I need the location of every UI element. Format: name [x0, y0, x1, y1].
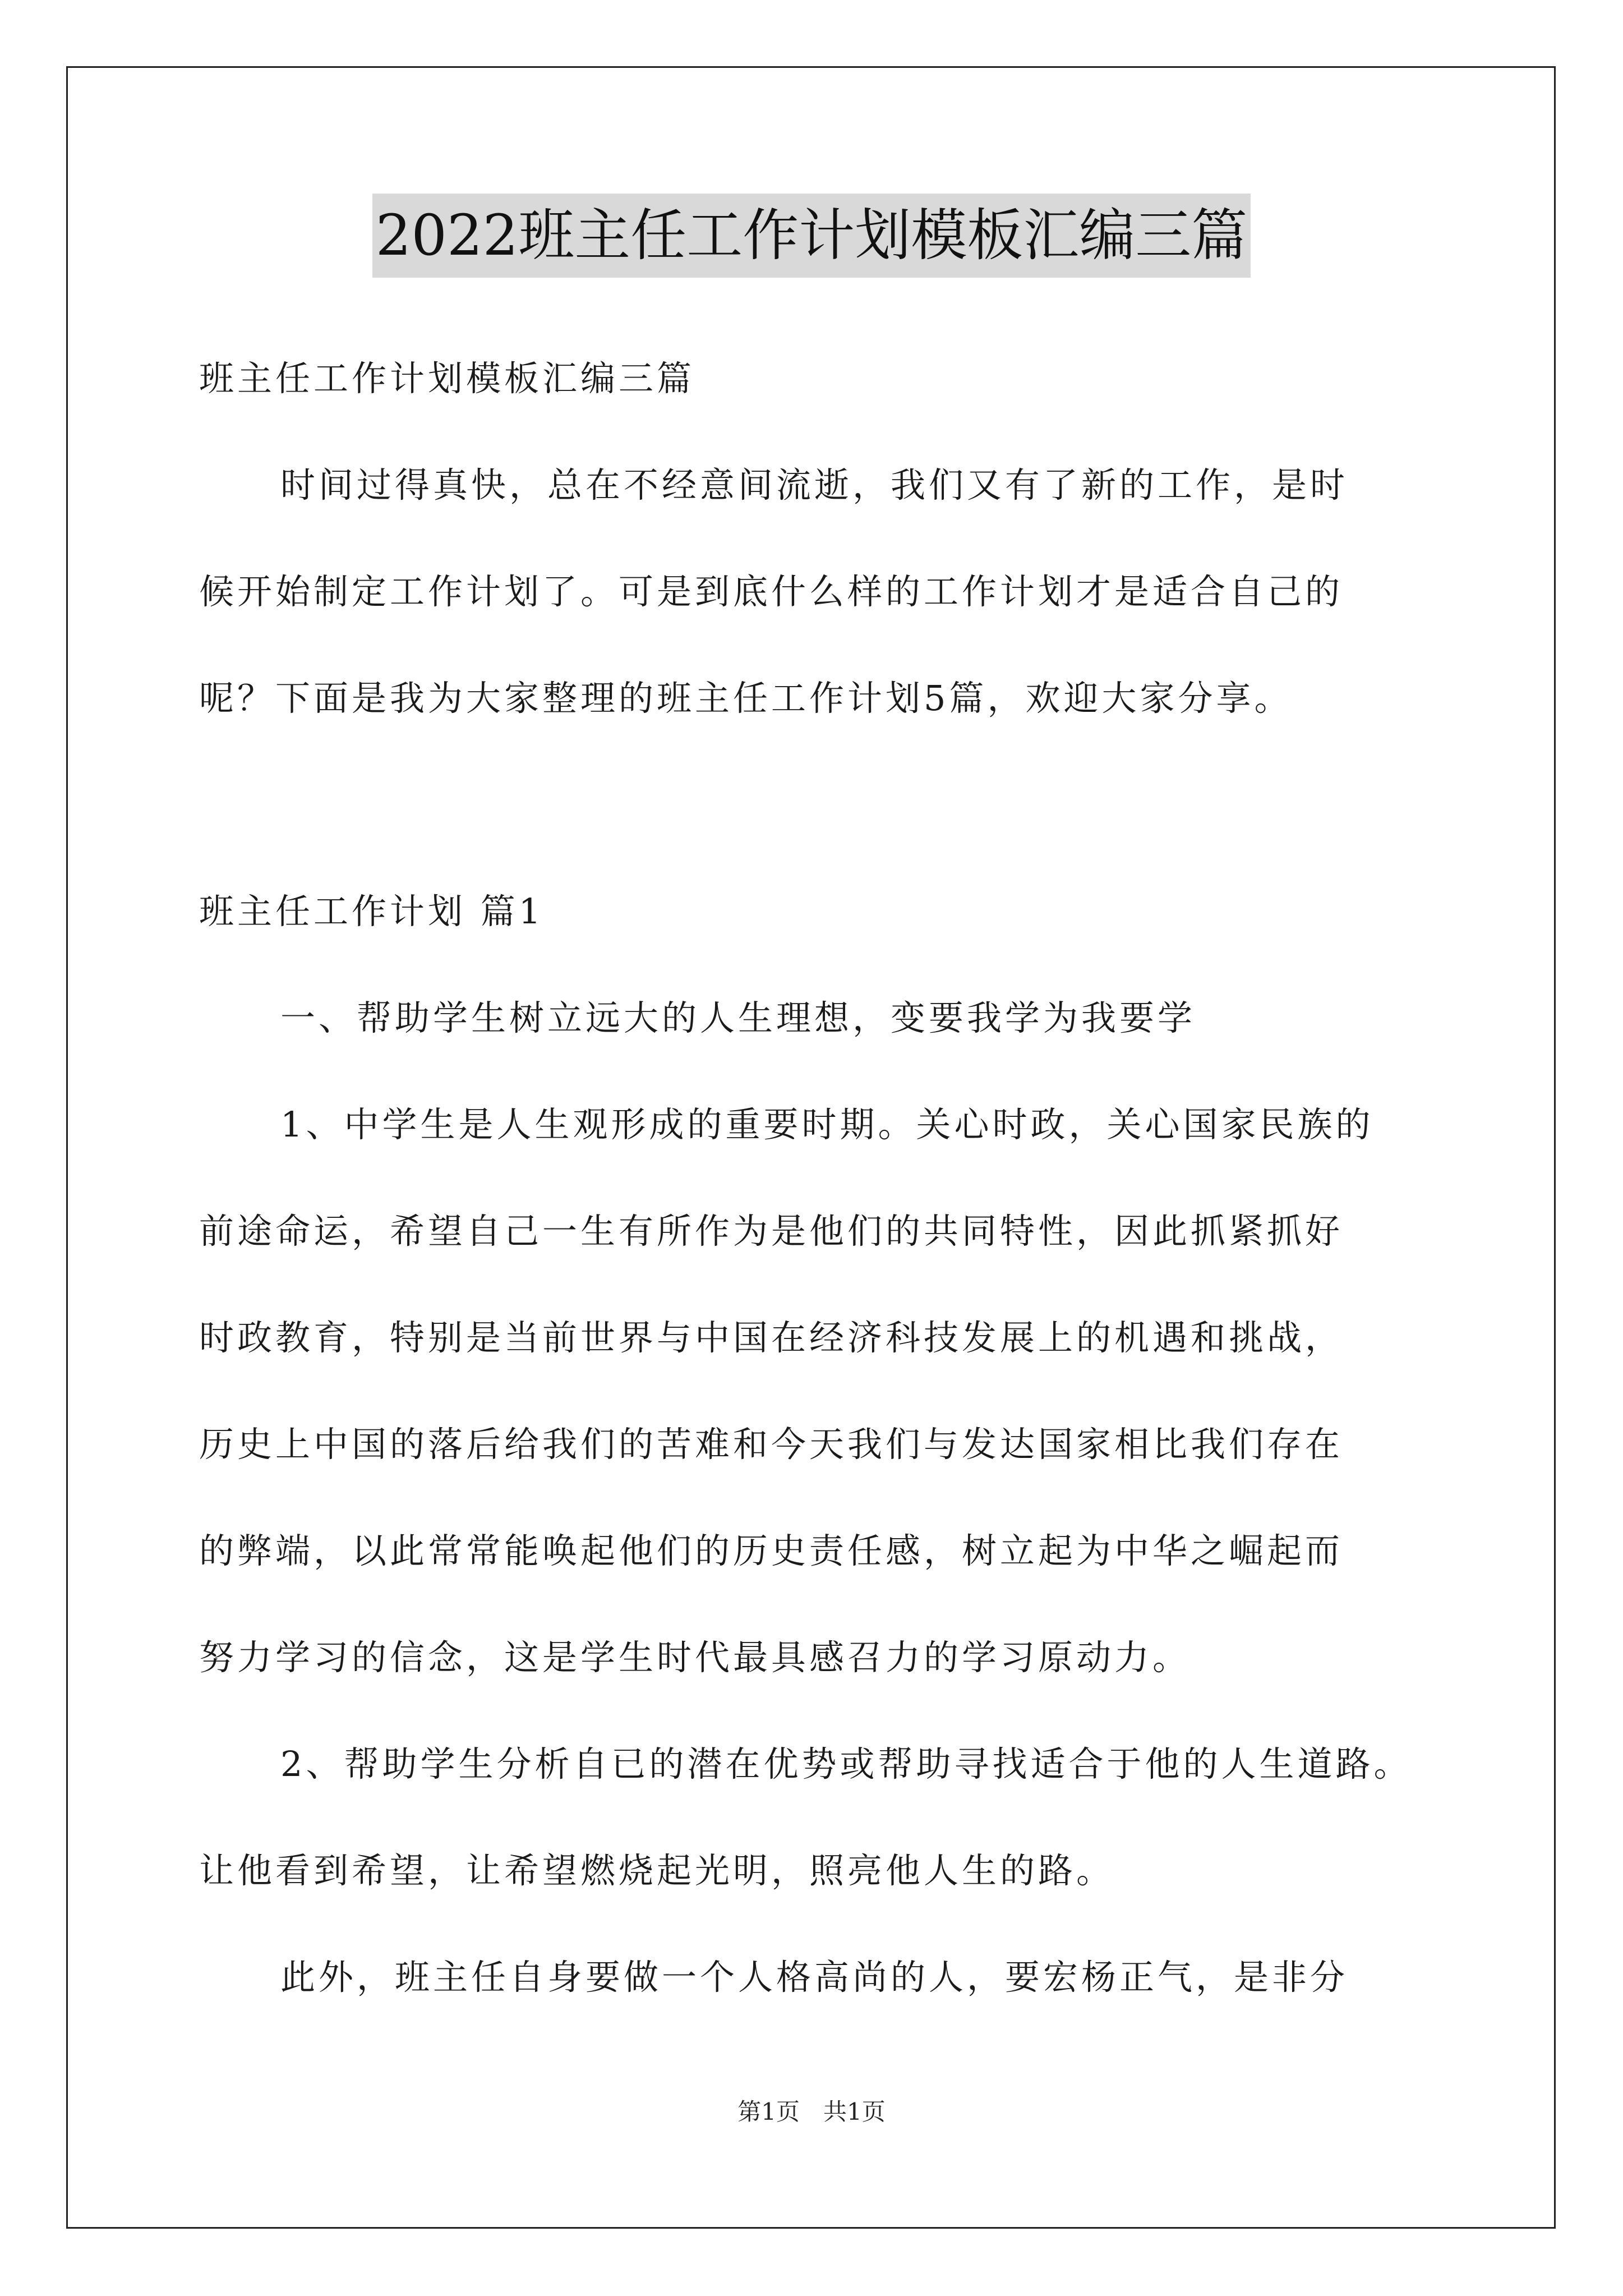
- paragraph-line: 此外，班主任自身要做一个人格高尚的人，要宏杨正气，是非分: [280, 1957, 1349, 1998]
- title-container: [0, 194, 1623, 278]
- paragraph-line: 2、帮助学生分析自已的潜在优势或帮助寻找适合于他的人生道路。: [280, 1743, 1412, 1784]
- paragraph-line: 时间过得真快，总在不经意间流逝，我们又有了新的工作，是时: [280, 464, 1349, 505]
- paragraph-line: 历史上中国的落后给我们的苦难和今天我们与发达国家相比我们存在: [199, 1424, 1344, 1465]
- paragraph-line: 候开始制定工作计划了。可是到底什么样的工作计划才是适合自己的: [199, 571, 1344, 612]
- paragraph-line: 呢？下面是我为大家整理的班主任工作计划5篇，欢迎大家分享。: [199, 678, 1293, 719]
- paragraph-line: 一、帮助学生树立远大的人生理想，变要我学为我要学: [280, 997, 1196, 1038]
- paragraph-line: 努力学习的信念，这是学生时代最具感召力的学习原动力。: [199, 1637, 1191, 1678]
- paragraph-line: 1、中学生是人生观形成的重要时期。关心时政，关心国家民族的: [280, 1104, 1374, 1145]
- paragraph-line: 让他看到希望，让希望燃烧起光明，照亮他人生的路。: [199, 1850, 1115, 1891]
- paragraph-line: 的弊端，以此常常能唤起他们的历史责任感，树立起为中华之崛起而: [199, 1530, 1344, 1571]
- page-number-footer: 第1页 共1页: [737, 2098, 886, 2125]
- subtitle-line: 班主任工作计划模板汇编三篇: [199, 358, 695, 399]
- paragraph-line: 时政教育，特别是当前世界与中国在经济科技发展上的机遇和挑战，: [199, 1317, 1344, 1358]
- paragraph-line: 前途命运，希望自己一生有所作为是他们的共同特性，因此抓紧抓好: [199, 1211, 1344, 1251]
- section-heading: 班主任工作计划 篇1: [199, 891, 545, 932]
- document-title: 2022班主任工作计划模板汇编三篇: [372, 194, 1251, 278]
